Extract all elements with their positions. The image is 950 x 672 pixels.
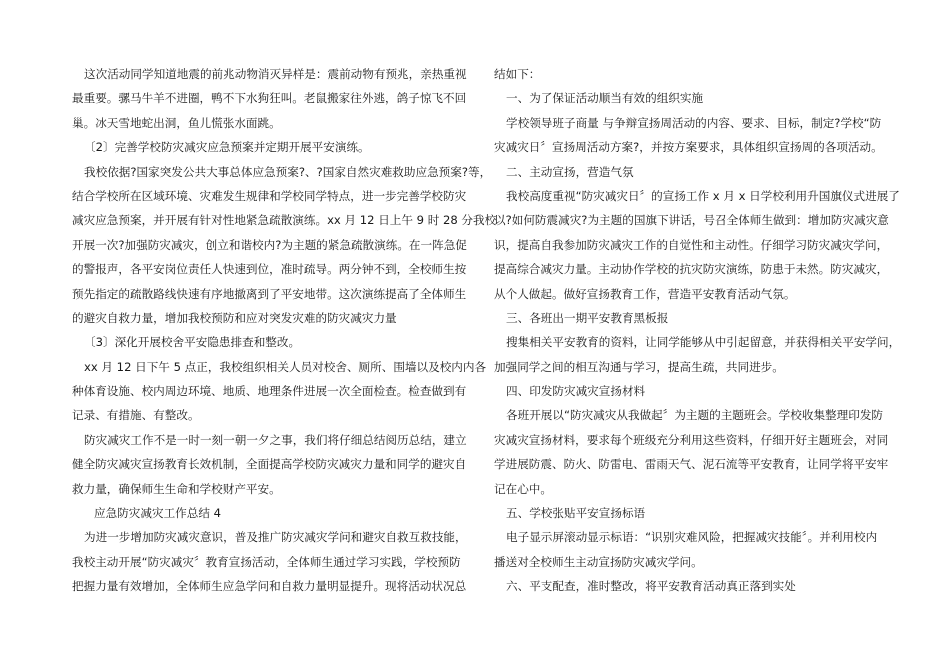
text-line: 各班开展以“防灾减灾从我做起〞为主题的主题班会。学校收集整理印发防 xyxy=(506,408,884,423)
text-line: 灾减灾日〞宣扬周活动方案?，并按方案要求，具体组织宣扬周的各项活动。 xyxy=(494,140,883,155)
text-line: 从个人做起。做好宣扬教育工作，营造平安教育活动气氛。 xyxy=(494,286,796,301)
text-line: 五、学校张贴平安宣扬标语 xyxy=(506,506,646,521)
text-line: 电子显示屏滚动显示标语：“识别灾难风险，把握减灾技能〞。并利用校内 xyxy=(506,530,878,545)
text-line: 巢。冰天雪地蛇出洞，鱼儿慌张水面跳。 xyxy=(72,115,281,130)
text-line: 防灾减灾工作不是一时一刻一朝一夕之事，我们将仔细总结阅历总结，建立 xyxy=(84,432,467,447)
text-line: 健全防灾减灾宣扬教育长效机制，全面提高学校防灾减灾力量和同学的避灾自 xyxy=(72,457,467,472)
text-line: 学校领导班子商量 与争辩宣扬周活动的内容、要求、目标，制定?学校“防 xyxy=(506,115,882,130)
text-line: 六、平支配查，准时整改，将平安教育活动真正落到实处 xyxy=(506,579,796,594)
text-line: 预先指定的疏散路线快速有序地撤离到了平安地带。这次演练提高了全体师生 xyxy=(72,286,467,301)
text-line: 〔3〕深化开展校舍平安隐患排查和整改。 xyxy=(84,335,301,350)
text-line: 四、印发防灾减灾宣扬材料 xyxy=(506,384,646,399)
text-line: 一、为了保证活动顺当有效的组织实施 xyxy=(506,91,704,106)
text-line: 提高综合减灾力量。主动协作学校的抗灾防灾演练，防患于未然。防灾减灾， xyxy=(494,262,889,277)
text-line: 开展一次?加强防灾减灾，创立和谐校内?为主题的紧急疏散演练。在一阵急促 xyxy=(72,237,467,252)
text-line: 为进一步增加防灾减灾意识，普及推广防灾减灾学问和避灾自救互救技能， xyxy=(84,530,467,545)
text-line: 我校主动开展“防灾减灾〞教育宣扬活动，全体师生通过学习实践，学校预防 xyxy=(72,554,461,569)
text-line: 把握力量有效增加，全体师生应急学问和自救力量明显提升。现将活动状况总 xyxy=(72,579,467,594)
text-line: 种体育设施、校内周边环境、地质、地理条件进展一次全面检查。检查做到有 xyxy=(72,384,467,399)
text-line: 学进展防震、防火、防雷电、雷雨天气、泥石流等平安教育，让同学将平安牢 xyxy=(494,457,889,472)
text-line: 记在心中。 xyxy=(494,481,552,496)
text-line: 的警报声，各平安岗位责任人快速到位，准时疏导。两分钟不到，全校师生按 xyxy=(72,262,467,277)
text-line: 〔2〕完善学校防灾减灾应急预案并定期开展平安演练。 xyxy=(84,140,370,155)
text-line: 应急防灾减灾工作总结 4 xyxy=(94,506,221,521)
text-line: 播送对全校师生主动宣扬防灾减灾学问。 xyxy=(494,554,703,569)
text-line: 救力量，确保师生生命和学校财产平安。 xyxy=(72,481,281,496)
text-line: 结合学校所在区域环境、灾难发生规律和学校同学特点，进一步完善学校防灾 xyxy=(72,188,467,203)
text-line: 减灾应急预案，并开展有针对性地紧急疏散演练。xx 月 12 日上午 9 时 28 分我校 xyxy=(72,213,497,228)
text-line: 以?如何防震减灾?为主题的国旗下讲话，号召全体师生做到：增加防灾减灾意 xyxy=(494,213,889,228)
right-text-column xyxy=(494,62,901,599)
text-line: 识，提高自我参加防灾减灾工作的自觉性和主动性。仔细学习防灾减灾学问， xyxy=(494,237,889,252)
text-line: 加强同学之间的相互沟通与学习，提高生疏，共同进步。 xyxy=(494,359,784,374)
left-text-column xyxy=(72,62,497,599)
text-line: 最重要。骡马牛羊不进圈，鸭不下水狗狂叫。老鼠搬家往外逃，鸽子惊飞不回 xyxy=(72,91,467,106)
text-line: 我校依据?国家突发公共大事总体应急预案?、?国家自然灾难救助应急预案?等， xyxy=(84,164,492,179)
text-line: 我校高度重视“防灾减灾日〞的宣扬工作 x 月 x 日学校利用升国旗仪式进展了 xyxy=(506,188,900,203)
text-line: 记录、有措施、有整改。 xyxy=(72,408,200,423)
text-line: 二、主动宣扬，营造气氛 xyxy=(506,164,634,179)
text-line: 的避灾自救力量，增加我校预防和应对突发灾难的防灾减灾力量 xyxy=(72,310,397,325)
text-line: 灾减灾宣扬材料，要求每个班级充分利用这些资料，仔细开好主题班会，对同 xyxy=(494,432,889,447)
text-line: 结如下： xyxy=(494,67,541,81)
text-line: 搜集相关平安教育的资料，让同学能够从中引起留意，并获得相关平安学问， xyxy=(506,335,901,350)
text-line: 三、各班出一期平安教育黑板报 xyxy=(506,310,669,325)
text-line: 这次活动同学知道地震的前兆动物消灭异样是：震前动物有预兆，亲热重视 xyxy=(84,67,467,81)
text-line: xx 月 12 日下午 5 点正，我校组织相关人员对校舍、厕所、围墙以及校内内各 xyxy=(84,359,487,374)
